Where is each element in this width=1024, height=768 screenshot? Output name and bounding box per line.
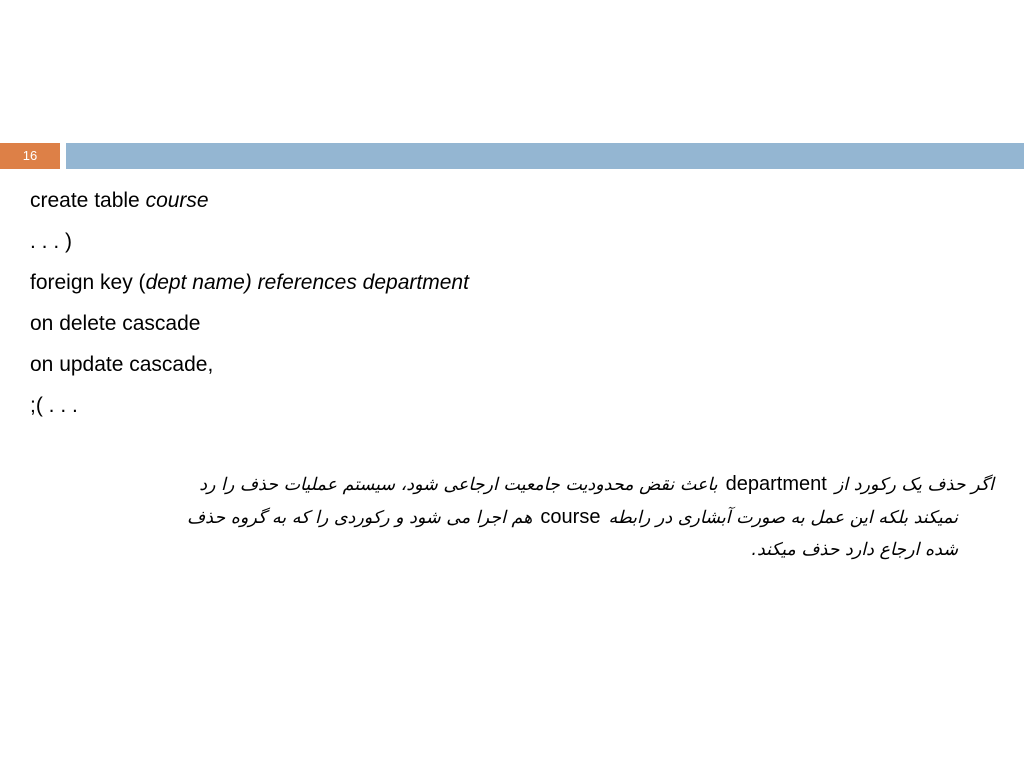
code-line-on-delete: on delete cascade <box>30 312 201 335</box>
note-text: باعث نقض محدودیت جامعیت ارجاعی شود، سیستم عملیات حذف را رد <box>199 475 718 495</box>
note-text: نمیکند بلکه این عمل به صورت آبشاری در رابطه <box>608 508 958 528</box>
header-accent-bar <box>66 143 1024 169</box>
code-foreign-key-text: foreign key ( <box>30 271 146 294</box>
code-line-create-table <box>30 183 730 224</box>
sql-code-block <box>30 183 730 429</box>
code-line-foreign-key <box>30 265 730 306</box>
note-term-course: course <box>540 506 601 528</box>
code-line-closing: ;( . . . <box>30 394 78 417</box>
code-keyword-text: create table <box>30 189 146 212</box>
slide-number: 16 <box>0 143 60 169</box>
note-line: شده ارجاع دارد حذف میکند. <box>751 540 958 560</box>
note-text: هم اجرا می شود و رکوردی را که به گروه حذف <box>187 508 533 528</box>
slide-header-bar <box>0 143 1024 169</box>
persian-explanation-paragraph <box>38 468 994 566</box>
note-text: اگر حذف یک رکورد از <box>834 475 994 495</box>
code-line-on-update: on update cascade, <box>30 353 214 376</box>
note-term-department: department <box>725 473 827 495</box>
code-line-ellipsis: . . . ) <box>30 230 72 253</box>
code-foreign-key-reference: dept name) references department <box>145 271 469 294</box>
note-line <box>38 501 994 534</box>
note-line <box>38 468 994 501</box>
code-table-name: course <box>145 189 209 212</box>
